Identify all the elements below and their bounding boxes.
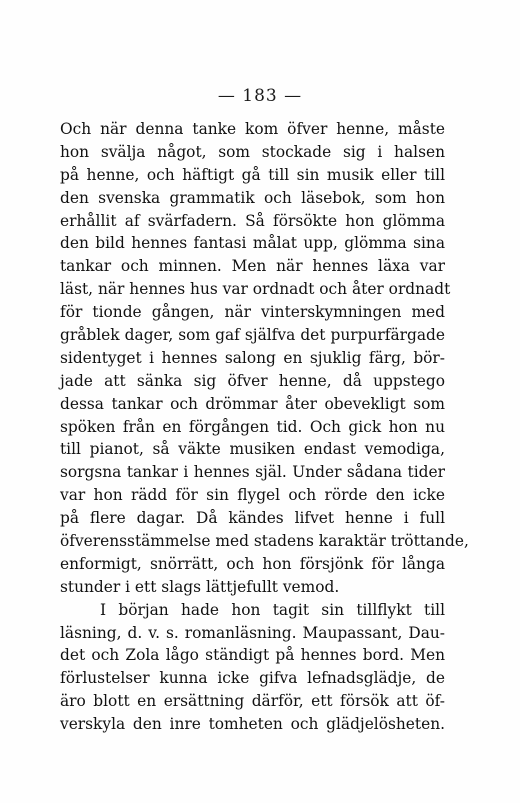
text-line: förlustelser kunna icke gifva lefnadsglädje, de <box>60 669 445 688</box>
text-line: på henne, och häftigt gå till sin musik eller till <box>60 165 445 184</box>
text-line: läst, när hennes hus var ordnadt och åter ordnadt <box>60 280 451 299</box>
text-line: den svenska grammatik och läsebok, som hon <box>60 188 445 207</box>
text-line: verskyla den inre tomheten och glädjelösheten. <box>60 715 445 734</box>
text-line: var hon rädd för sin flygel och rörde den icke <box>60 486 445 505</box>
text-line: för tionde gången, när vinterskymningen med <box>60 303 445 322</box>
text-line: gråblek dager, som gaf själfva det purpurfärgade <box>60 326 445 345</box>
text-line: det och Zola lågo ständigt på hennes bord. Men <box>60 646 445 665</box>
text-line: hon svälja något, som stockade sig i halsen <box>60 142 445 161</box>
text-line: sorgsna tankar i hennes själ. Under sådana tider <box>60 463 445 482</box>
text-line: till pianot, så väkte musiken endast vemodiga, <box>60 440 445 459</box>
paragraph-end-line: stunder i ett slags lättjefullt vemod. <box>60 577 340 596</box>
text-line: sidentyget i hennes salong en sjuklig färg, bör- <box>60 348 445 367</box>
body-text <box>60 118 469 736</box>
text-line: på flere dagar. Då kändes lifvet henne i full <box>60 509 445 528</box>
text-line: läsning, d. v. s. romanläsning. Maupassant, Dau- <box>60 623 445 642</box>
text-line: den bild hennes fantasi målat upp, glömma sina <box>60 234 445 253</box>
text-line: öfverensstämmelse med stadens karaktär tröttande, <box>60 532 469 551</box>
text-line: dessa tankar och drömmar åter obevekligt som <box>60 394 445 413</box>
text-line: tankar och minnen. Men när hennes läxa var <box>60 257 445 276</box>
text-line: äro blott en ersättning därför, ett försök att öf- <box>60 692 445 711</box>
paragraph-start-line: I början hade hon tagit sin tillflykt till <box>100 600 445 619</box>
text-line: jade att sänka sig öfver henne, då uppstego <box>60 371 445 390</box>
text-line: erhållit af svärfadern. Så försökte hon glömma <box>60 211 445 230</box>
page-number: — 183 — <box>217 86 303 106</box>
text-line: Och när denna tanke kom öfver henne, måste <box>60 120 445 138</box>
text-line: spöken från en förgången tid. Och gick hon nu <box>60 417 445 436</box>
text-line: enformigt, snörrätt, och hon försjönk för långa <box>60 554 445 573</box>
